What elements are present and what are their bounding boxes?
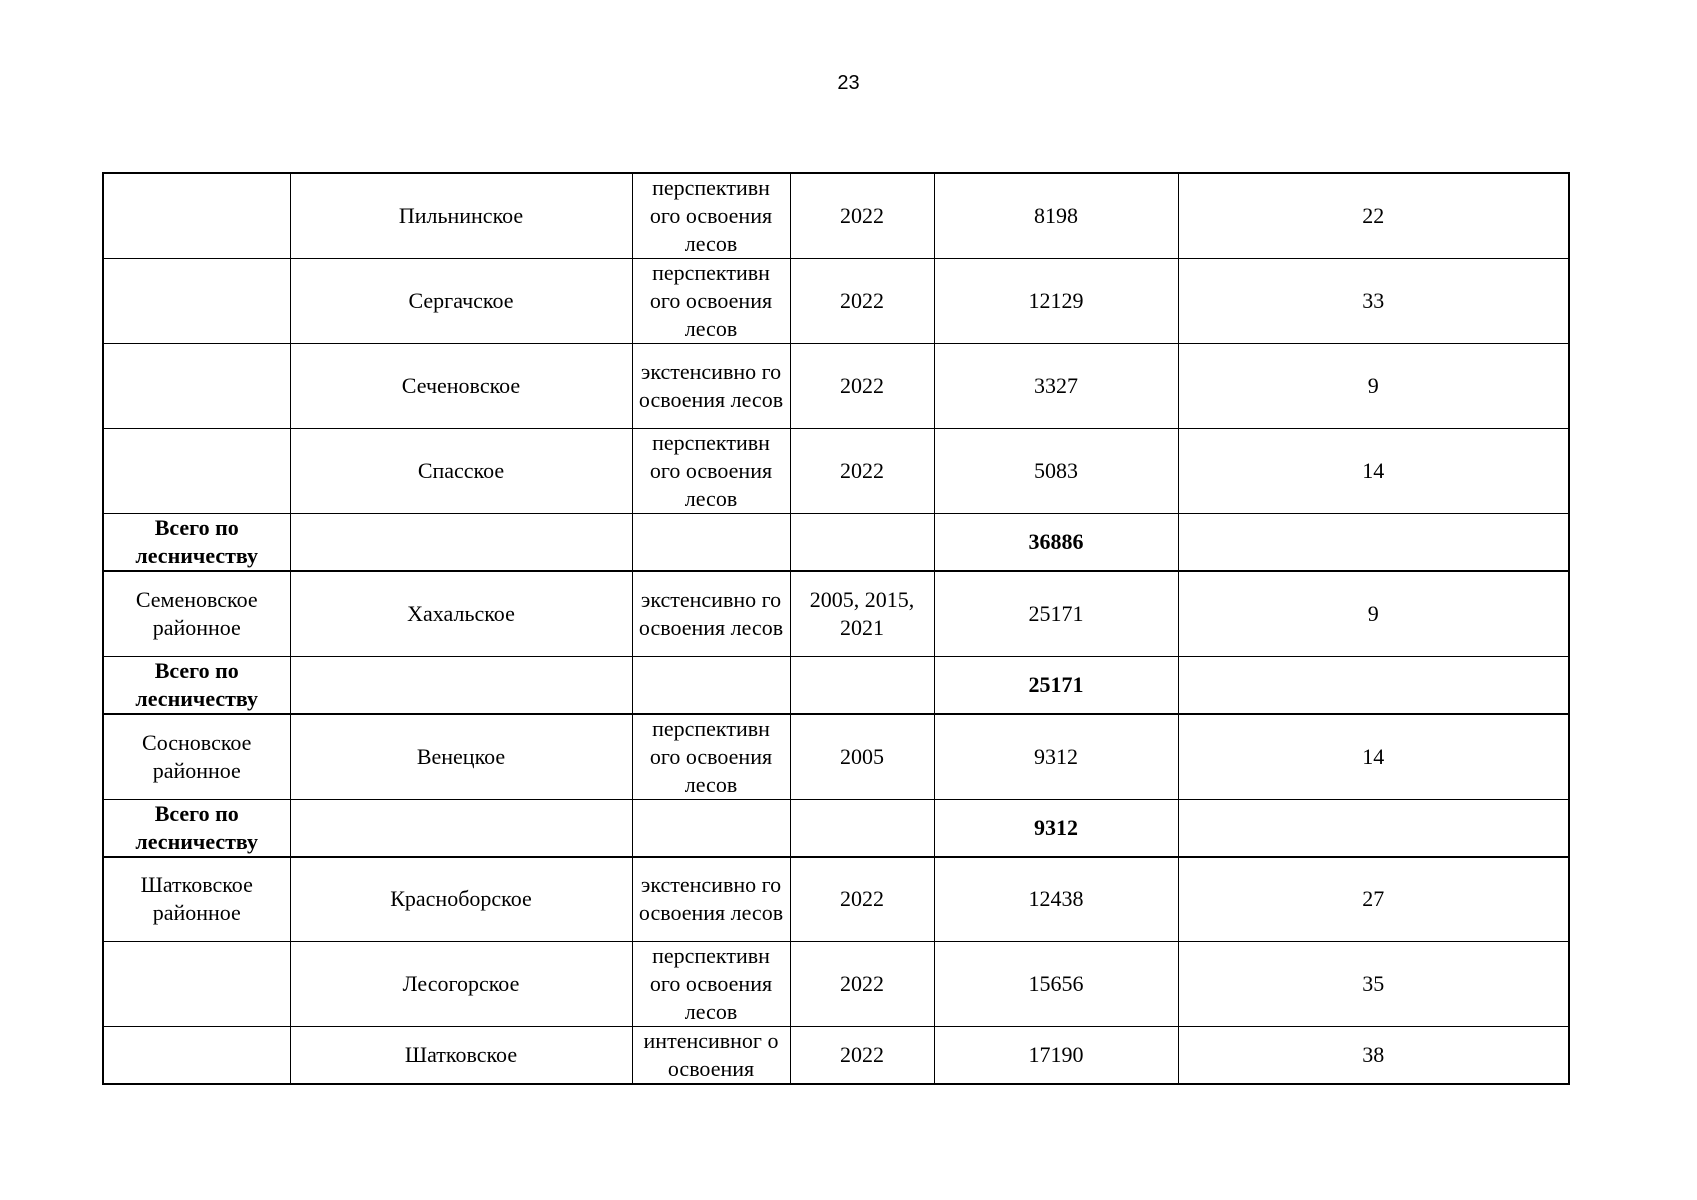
forestry-cell: Всего по лесничеству [103,656,290,714]
share-cell: 35 [1178,942,1569,1027]
purpose-cell: экстенсивно го освоения лесов [632,344,790,429]
share-cell: 14 [1178,429,1569,514]
forestry-cell: Семеновское районное [103,571,290,656]
district-cell [290,514,632,572]
forest-district-table [102,172,1570,1085]
table-row [103,259,1569,344]
purpose-cell: перспективн ого освоения лесов [632,942,790,1027]
purpose-cell [632,514,790,572]
forestry-cell [103,173,290,259]
area-cell: 9312 [934,714,1178,800]
table-row [103,571,1569,656]
year-cell: 2022 [790,173,934,259]
forestry-cell [103,429,290,514]
page-number: 23 [837,72,860,94]
table-row [103,429,1569,514]
total-row [103,799,1569,857]
area-cell: 12438 [934,857,1178,942]
district-cell: Лесогорское [290,942,632,1027]
share-cell [1178,799,1569,857]
district-cell [290,656,632,714]
purpose-cell [632,799,790,857]
purpose-cell: перспективн ого освоения лесов [632,714,790,800]
district-cell: Сергачское [290,259,632,344]
forestry-cell: Всего по лесничеству [103,799,290,857]
table-row [103,942,1569,1027]
year-cell: 2022 [790,344,934,429]
area-cell: 36886 [934,514,1178,572]
share-cell: 27 [1178,857,1569,942]
table-row [103,857,1569,942]
purpose-cell [632,656,790,714]
area-cell: 25171 [934,656,1178,714]
purpose-cell: перспективн ого освоения лесов [632,173,790,259]
share-cell [1178,656,1569,714]
area-cell: 12129 [934,259,1178,344]
share-cell [1178,514,1569,572]
year-cell: 2005 [790,714,934,800]
district-cell: Красноборское [290,857,632,942]
year-cell [790,656,934,714]
district-cell: Сеченовское [290,344,632,429]
purpose-cell: интенсивног о освоения [632,1027,790,1085]
table-row [103,1027,1569,1085]
area-cell: 8198 [934,173,1178,259]
area-cell: 5083 [934,429,1178,514]
area-cell: 17190 [934,1027,1178,1085]
forestry-cell [103,1027,290,1085]
forestry-cell [103,942,290,1027]
share-cell: 14 [1178,714,1569,800]
table-row [103,344,1569,429]
year-cell: 2022 [790,1027,934,1085]
forestry-cell: Шатковское районное [103,857,290,942]
share-cell: 33 [1178,259,1569,344]
total-row [103,656,1569,714]
area-cell: 15656 [934,942,1178,1027]
year-cell: 2022 [790,429,934,514]
table-row [103,173,1569,259]
forestry-cell [103,344,290,429]
table-row [103,714,1569,800]
share-cell: 22 [1178,173,1569,259]
forestry-cell: Всего по лесничеству [103,514,290,572]
table-body [103,173,1569,1084]
district-cell: Пильнинское [290,173,632,259]
purpose-cell: экстенсивно го освоения лесов [632,857,790,942]
district-cell: Шатковское [290,1027,632,1085]
share-cell: 9 [1178,571,1569,656]
area-cell: 25171 [934,571,1178,656]
district-cell: Венецкое [290,714,632,800]
year-cell: 2022 [790,857,934,942]
total-row [103,514,1569,572]
district-cell: Хахальское [290,571,632,656]
purpose-cell: перспективн ого освоения лесов [632,429,790,514]
year-cell: 2005, 2015, 2021 [790,571,934,656]
district-cell [290,799,632,857]
purpose-cell: перспективн ого освоения лесов [632,259,790,344]
year-cell [790,514,934,572]
district-cell: Спасское [290,429,632,514]
area-cell: 3327 [934,344,1178,429]
share-cell: 38 [1178,1027,1569,1085]
year-cell: 2022 [790,259,934,344]
forestry-cell [103,259,290,344]
year-cell [790,799,934,857]
purpose-cell: экстенсивно го освоения лесов [632,571,790,656]
forestry-cell: Сосновское районное [103,714,290,800]
share-cell: 9 [1178,344,1569,429]
year-cell: 2022 [790,942,934,1027]
area-cell: 9312 [934,799,1178,857]
